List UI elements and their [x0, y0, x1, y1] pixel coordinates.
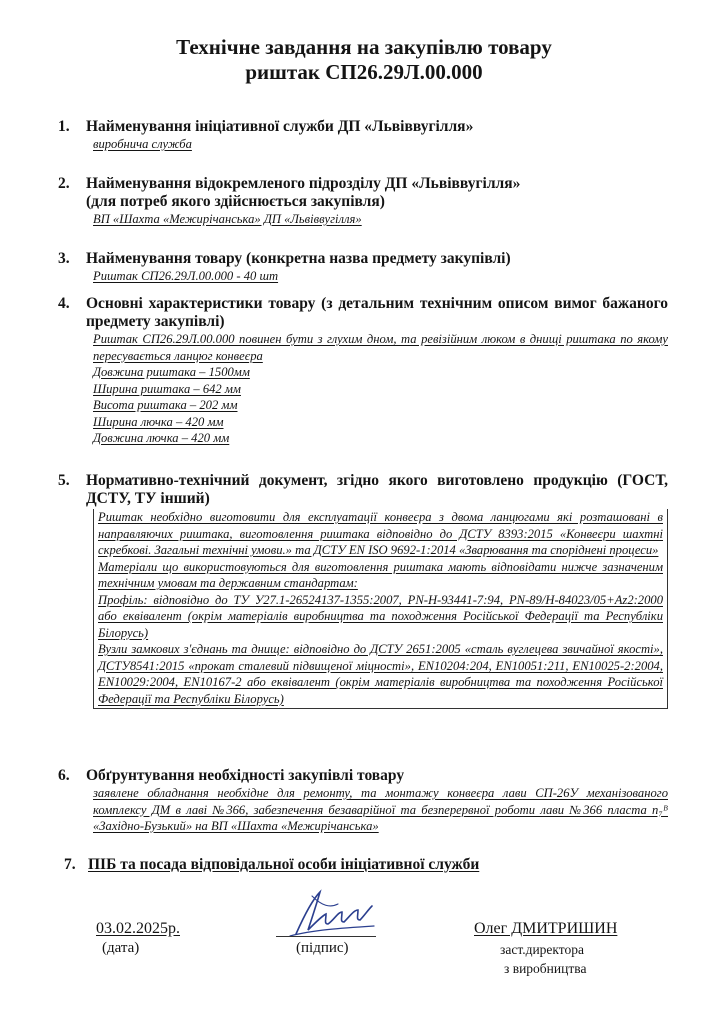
answer-paragraph: Риштак необхідно виготовити для експлуатації конвеєра з двома ланцюгами які розташовані в направляючих риштака, виготовлення риштака відповідно до ДСТУ 8393:2015 «Конвеєри шахтні скребкові. Загальні технічні умови.» та ДСТУ EN ISO 9692-1:2014 «Зварювання та споріднені процеси» [98, 510, 663, 557]
section-number: 3. [58, 250, 70, 267]
section-number: 5. [58, 472, 70, 489]
answer-paragraph: Вузли замкових з'єднань та днище: відповідно до ДСТУ 2651:2005 «сталь вуглецева звичайної якості», ДСТУ8541:2015 «прокат сталевий підвищеної міцності», EN10204:204, EN10051:211, EN10025-2:2004, EN10029:2004, EN10167-2 або еквівалент (окрім матеріалів виробництва та походження Російської Федерації та Республіки Білорусь) [98, 642, 663, 706]
answer-line: Ширина риштака – 642 мм [93, 381, 241, 396]
section-heading: Найменування відокремленого підрозділу ДП «Львіввугілля» [86, 175, 521, 192]
section-answer: Риштак СП26.29Л.00.000 - 40 шт [93, 269, 279, 283]
signature-line [276, 936, 376, 937]
section-number: 7. [64, 856, 76, 873]
section-2 [58, 175, 668, 228]
date-label: (дата) [102, 940, 140, 956]
answer-line: Довжина лючка – 420 мм [93, 431, 230, 445]
section-1 [58, 118, 668, 153]
section-number: 6. [58, 767, 70, 784]
signer-position: заст.директора [500, 942, 585, 957]
section-heading: Обґрунтування необхідності закупівлі товару [86, 767, 405, 784]
section-answer: ВП «Шахта «Межирічанська» ДП «Львіввугілля» [93, 212, 362, 226]
answer-paragraph: Профіль: відповідно до ТУ У27.1-26524137-1355:2007, PN-H-93441-7:94, PN-89/H-84023/05+Az2:2000 або еквівалент (окрім матеріалів виробництва та походження Російської Федерації та Республіки Білорусь) [98, 592, 663, 640]
document-subtitle: риштак СП26.29Л.00.000 [245, 60, 483, 84]
section-answer: виробнича служба [93, 137, 192, 151]
section-heading: Найменування товару (конкретна назва предмету закупівлі) [86, 250, 511, 267]
section-number: 1. [58, 118, 70, 135]
section-4 [58, 295, 668, 447]
signer-name: Олег ДМИТРИШИН [474, 920, 618, 937]
section-answer [93, 785, 668, 835]
signature-date: 03.02.2025р. [96, 920, 180, 937]
section-heading-note: (для потреб якого здійснюється закупівля) [86, 193, 385, 210]
section-answer [93, 331, 668, 447]
signer-position-cont: з виробництва [504, 961, 587, 976]
section-number: 2. [58, 175, 70, 192]
answer-line: Риштак СП26.29Л.00.000 повинен бути з глухим дном, та ревізійним люком в днищі риштака по якому пересувається ланцюг конвеєра [93, 332, 668, 363]
section-heading: Нормативно-технічний документ, згідно якого виготовлено продукцію (ГОСТ, ДСТУ, ТУ інший) [86, 472, 668, 507]
handwritten-signature [282, 886, 377, 942]
section-answer-box [93, 509, 668, 709]
section-7 [64, 856, 674, 874]
section-6 [58, 767, 668, 835]
section-5 [58, 472, 668, 709]
signature-label: (підпис) [296, 940, 349, 956]
section-number: 4. [58, 295, 70, 312]
answer-line: Висота риштака – 202 мм [93, 398, 238, 412]
section-heading: Основні характеристики товару (з детальним технічним описом вимог бажаного предмету закупівлі) [86, 295, 668, 330]
answer-line: Довжина риштака – 1500мм [93, 365, 250, 379]
section-heading: ПІБ та посада відповідальної особи ініціативної служби [88, 856, 480, 873]
answer-paragraph: Матеріали що використовуються для виготовлення риштака мають відповідати нижче зазначеним технічним умовам та державним стандартам: [98, 559, 663, 590]
answer-line: Ширина лючка – 420 мм [93, 414, 224, 429]
section-3 [58, 250, 668, 285]
section-heading: Найменування ініціативної служби ДП «Львіввугілля» [86, 118, 474, 135]
document-title: Технічне завдання на закупівлю товару [176, 35, 552, 59]
answer-text: заявлене обладнання необхідне для ремонту, та монтажу конвеєра лави СП-26У механізованого комплексу ДМ в лаві №366, забезпечення безаварійної та безперервної роботи лави №366 пласта n₇ᴮ «Західно-Бузький» на ВП «Шахта «Межирічанська» [93, 786, 668, 833]
